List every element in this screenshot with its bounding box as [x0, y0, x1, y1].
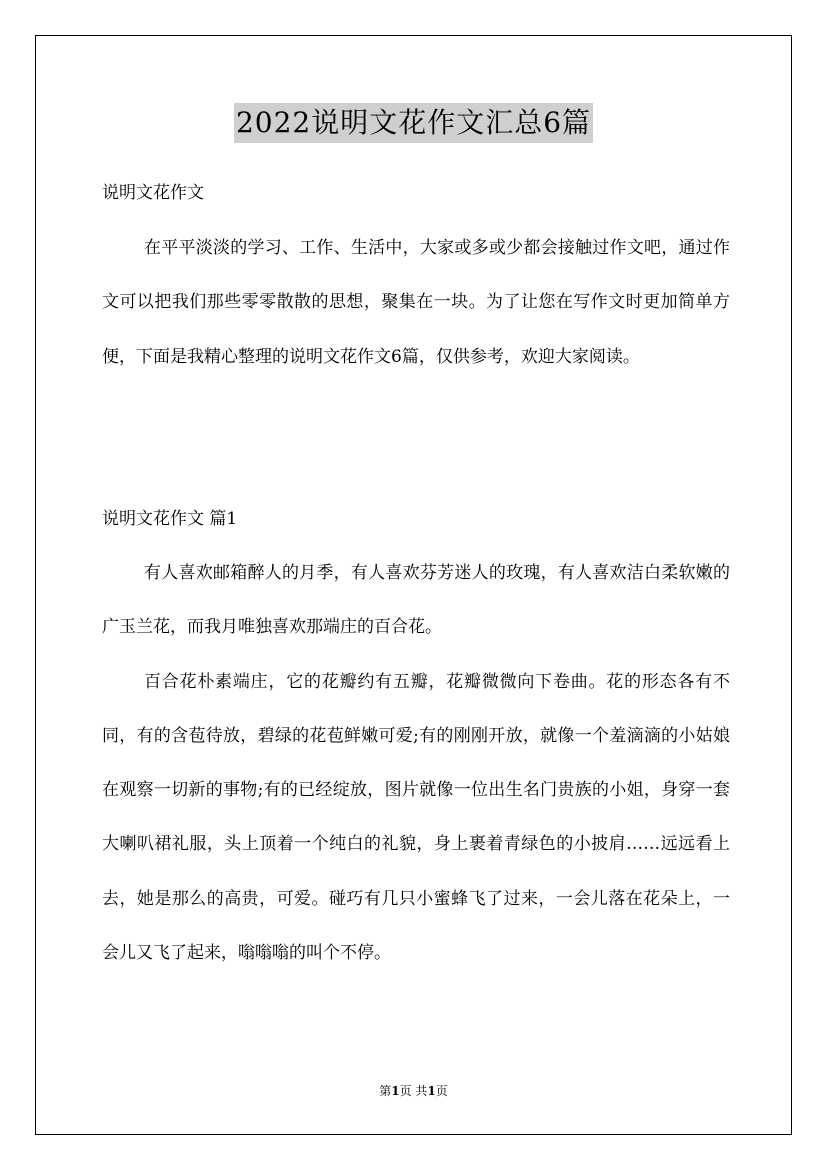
article-body: [102, 546, 730, 980]
footer-prefix: 第: [379, 1084, 392, 1098]
article-heading: 说明文花作文 篇1: [102, 509, 238, 529]
page-footer: [0, 1081, 827, 1101]
title-container: [0, 103, 827, 143]
footer-total-pages: 1: [427, 1084, 436, 1098]
intro-paragraph: 在平平淡淡的学习、工作、生活中，大家或多或少都会接触过作文吧，通过作文可以把我们那些零零散散的思想，聚集在一块。为了让您在写作文时更加简单方便，下面是我精心整理的说明文花作文6篇，仅供参考，欢迎大家阅读。: [102, 238, 730, 367]
document-title: 2022说明文花作文汇总6篇: [234, 103, 593, 143]
footer-current-page: 1: [391, 1084, 400, 1098]
footer-suffix: 页: [435, 1084, 448, 1098]
article-paragraph: 有人喜欢邮箱醉人的月季，有人喜欢芬芳迷人的玫瑰，有人喜欢洁白柔软嫩的广玉兰花，而我月唯独喜欢那端庄的百合花。: [102, 563, 730, 638]
footer-mid: 页 共: [399, 1084, 428, 1098]
section-label: 说明文花作文: [102, 183, 204, 203]
article-paragraph: 百合花朴素端庄，它的花瓣约有五瓣，花瓣微微向下卷曲。花的形态各有不同，有的含苞待放，碧绿的花苞鲜嫩可爱;有的刚刚开放，就像一个羞滴滴的小姑娘在观察一切新的事物;有的已经绽放，图片就像一位出生名门贵族的小姐，身穿一套大喇叭裙礼服，头上顶着一个纯白的礼貌，身上裹着青绿色的小披肩……远远看上去，她是那么的高贵，可爱。碰巧有几只小蜜蜂飞了过来，一会儿落在花朵上，一会儿又飞了起来，嗡嗡嗡的叫个不停。: [102, 671, 730, 964]
intro-block: [102, 221, 730, 384]
